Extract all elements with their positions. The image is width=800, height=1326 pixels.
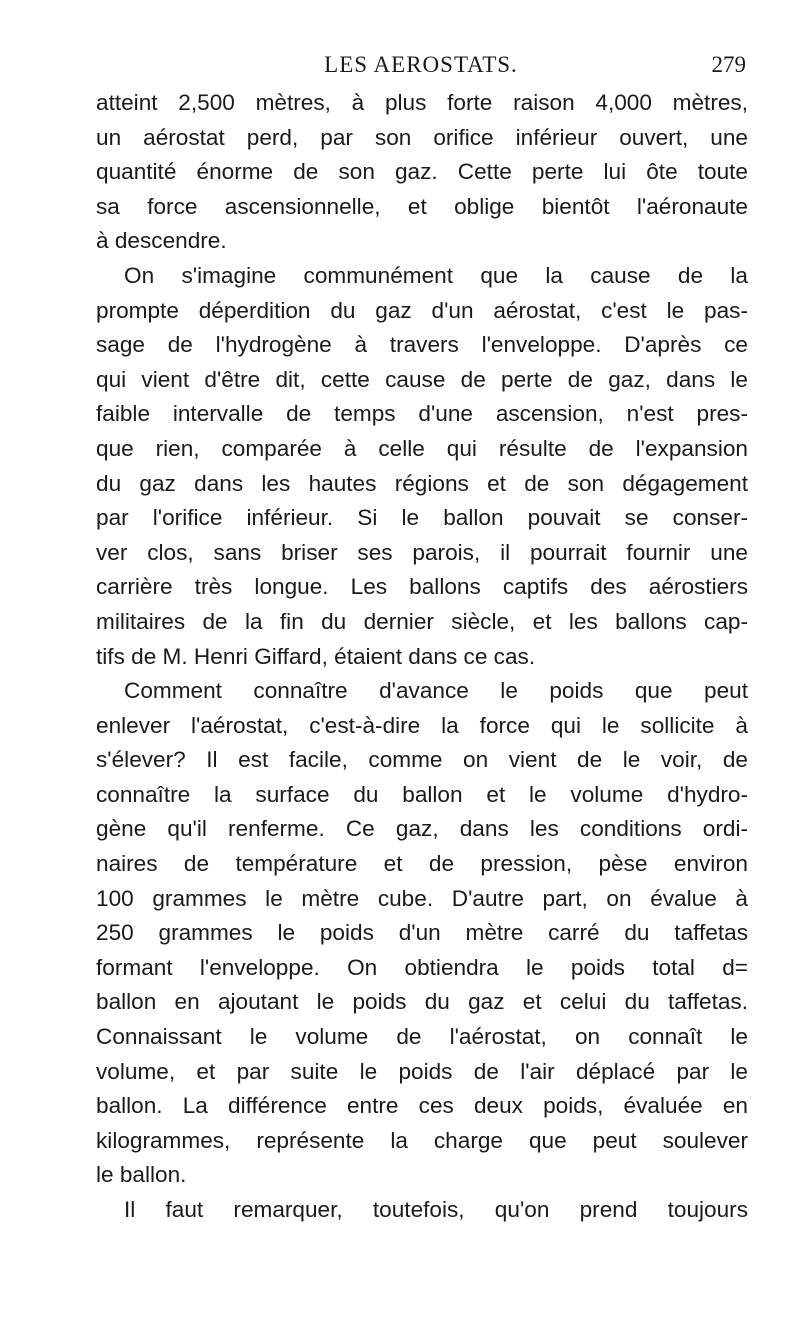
body-text [96,86,748,1228]
text-line: tifs de M. Henri Giffard, étaient dans ce cas. [96,643,536,669]
text-line: formant l'enveloppe. On obtiendra le poids total d= [96,954,748,980]
text-line: Comment connaître d'avance le poids que peut [124,678,748,704]
text-line: à descendre. [96,228,227,254]
text-line: enlever l'aérostat, c'est-à-dire la force qui le sollicite à [96,712,748,738]
text-line: militaires de la fin du dernier siècle, et les ballons cap- [96,608,748,634]
text-line: s'élever? Il est facile, comme on vient de le voir, de [96,747,748,773]
running-head [96,52,746,84]
text-line: Il faut remarquer, toutefois, qu'on prend toujours [124,1197,748,1222]
text-line: connaître la surface du ballon et le volume d'hydro- [96,781,748,807]
text-line: 250 grammes le poids d'un mètre carré du taffetas [96,920,748,946]
text-line: On s'imagine communément que la cause de la [124,262,748,288]
text-line: quantité énorme de son gaz. Cette perte lui ôte toute [96,159,748,185]
text-line: prompte déperdition du gaz d'un aérostat, c'est le pas- [96,297,748,323]
text-line: un aérostat perd, par son orifice inférieur ouvert, une [96,124,748,150]
text-line: carrière très longue. Les ballons captifs des aérostiers [96,574,748,600]
text-line: le ballon. [96,1162,187,1188]
text-line: volume, et par suite le poids de l'air déplacé par le [96,1058,748,1084]
text-line: qui vient d'être dit, cette cause de perte de gaz, dans le [96,366,748,392]
text-line: naires de température et de pression, pèse environ [96,851,748,877]
text-line: ballon. La différence entre ces deux poids, évaluée en [96,1093,748,1119]
text-line: faible intervalle de temps d'une ascension, n'est pres- [96,401,748,427]
text-line: ballon en ajoutant le poids du gaz et celui du taffetas. [96,989,748,1015]
text-line: atteint 2,500 mètres, à plus forte raison 4,000 mètres, [96,90,748,115]
text-line: kilogrammes, représente la charge que peut soulever [96,1127,748,1153]
text-line: gène qu'il renferme. Ce gaz, dans les conditions ordi- [96,816,748,842]
text-line: que rien, comparée à celle qui résulte de l'expansion [96,435,748,461]
page-number: 279 [711,52,746,77]
text-line: sa force ascensionnelle, et oblige bientôt l'aéronaute [96,193,748,219]
text-line: ver clos, sans briser ses parois, il pourrait fournir une [96,539,748,565]
running-title: LES AEROSTATS. [324,52,518,77]
text-line: du gaz dans les hautes régions et de son dégagement [96,470,748,496]
text-line: 100 grammes le mètre cube. D'autre part, on évalue à [96,885,748,911]
text-line: Connaissant le volume de l'aérostat, on connaît le [96,1024,748,1050]
text-line: sage de l'hydrogène à travers l'enveloppe. D'après ce [96,332,748,358]
text-line: par l'orifice inférieur. Si le ballon pouvait se conser- [96,505,748,531]
